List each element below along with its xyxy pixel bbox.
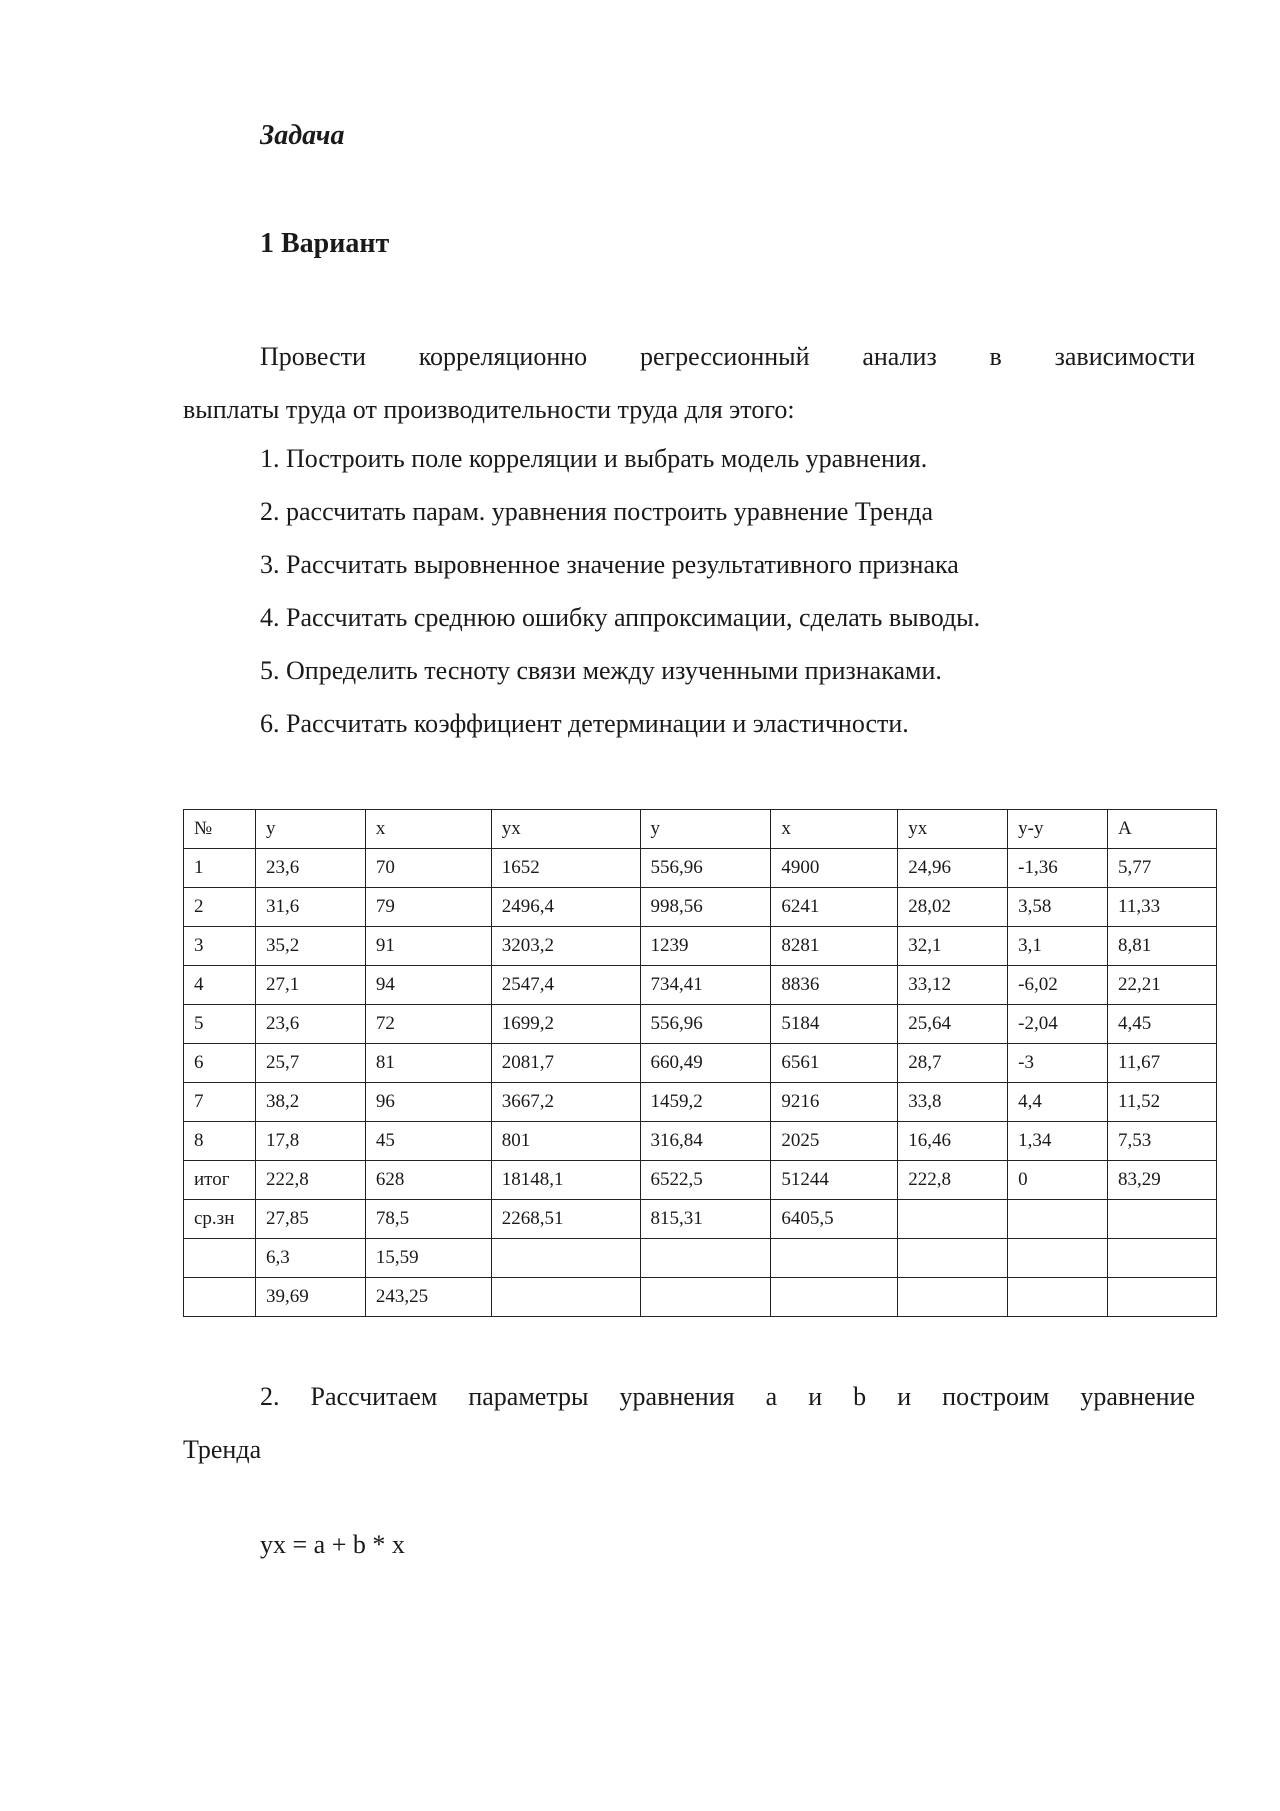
table-cell: 15,59 [365, 1239, 491, 1278]
table-cell: 2496,4 [491, 888, 640, 927]
table-cell: 70 [365, 849, 491, 888]
table-cell: 1 [184, 849, 256, 888]
table-cell: 6561 [771, 1044, 898, 1083]
table-cell: 38,2 [255, 1083, 365, 1122]
table-cell: 91 [365, 927, 491, 966]
table-cell: 11,33 [1108, 888, 1217, 927]
step2-rest: Тренда [183, 1435, 262, 1464]
table-cell: 28,7 [898, 1044, 1008, 1083]
table-cell: 6405,5 [771, 1200, 898, 1239]
table-cell: 23,6 [255, 1005, 365, 1044]
table-cell: 5 [184, 1005, 256, 1044]
table-cell: 8,81 [1108, 927, 1217, 966]
table-cell: итог [184, 1161, 256, 1200]
table-cell: 1699,2 [491, 1005, 640, 1044]
table-cell: 78,5 [365, 1200, 491, 1239]
table-cell: 31,6 [255, 888, 365, 927]
table-cell: 2268,51 [491, 1200, 640, 1239]
table-cell [1108, 1239, 1217, 1278]
col-header-y-squared: y [640, 810, 771, 849]
table-cell: 1652 [491, 849, 640, 888]
table-cell: 556,96 [640, 849, 771, 888]
table-cell: 16,46 [898, 1122, 1008, 1161]
table-cell [1108, 1200, 1217, 1239]
table-cell: 243,25 [365, 1278, 491, 1317]
variant-heading: 1 Вариант [260, 228, 390, 259]
table-cell: 51244 [771, 1161, 898, 1200]
regression-table [183, 809, 1217, 1317]
table-cell: -3 [1008, 1044, 1108, 1083]
table-cell [1008, 1200, 1108, 1239]
table-row [184, 1083, 1217, 1122]
step2-first-line: 2. Рассчитаем параметры уравнения а и b и построим уравнение [260, 1382, 1195, 1411]
table-cell: 17,8 [255, 1122, 365, 1161]
table-cell: 3,1 [1008, 927, 1108, 966]
col-header-x: x [365, 810, 491, 849]
table-cell [491, 1278, 640, 1317]
table-cell: 79 [365, 888, 491, 927]
table-cell: 6 [184, 1044, 256, 1083]
table-cell: 83,29 [1108, 1161, 1217, 1200]
step2-paragraph [183, 1370, 1195, 1476]
table-cell [184, 1239, 256, 1278]
table-cell: 5184 [771, 1005, 898, 1044]
col-header-yx: yx [491, 810, 640, 849]
table-cell: 2025 [771, 1122, 898, 1161]
table-cell: 628 [365, 1161, 491, 1200]
table-row [184, 1044, 1217, 1083]
table-cell: 316,84 [640, 1122, 771, 1161]
table-cell: 222,8 [255, 1161, 365, 1200]
table-row [184, 1239, 1217, 1278]
table-cell: 25,7 [255, 1044, 365, 1083]
intro-first-line: Провести корреляционно регрессионный анализ в зависимости [260, 342, 1195, 371]
table-cell [771, 1278, 898, 1317]
col-header-yx-fitted: yx [898, 810, 1008, 849]
task-item: 6. Рассчитать коэффициент детерминации и эластичности. [260, 709, 909, 738]
col-header-residual: y-y [1008, 810, 1108, 849]
table-cell: 18148,1 [491, 1161, 640, 1200]
col-header-x-squared: x [771, 810, 898, 849]
table-row [184, 1161, 1217, 1200]
task-list [260, 432, 980, 750]
table-cell: 801 [491, 1122, 640, 1161]
task-item: 5. Определить тесноту связи между изученными признаками. [260, 656, 942, 685]
table-row [184, 1122, 1217, 1161]
table-cell: 72 [365, 1005, 491, 1044]
col-header-y: y [255, 810, 365, 849]
table-cell: 0 [1008, 1161, 1108, 1200]
table-row [184, 1005, 1217, 1044]
table-cell: 39,69 [255, 1278, 365, 1317]
table-cell: 4900 [771, 849, 898, 888]
table-cell [640, 1278, 771, 1317]
table-cell: 1459,2 [640, 1083, 771, 1122]
table-cell: 7 [184, 1083, 256, 1122]
table-cell: 2081,7 [491, 1044, 640, 1083]
table-cell [898, 1239, 1008, 1278]
table-cell: 33,8 [898, 1083, 1008, 1122]
table-cell: 3 [184, 927, 256, 966]
table-cell: 27,1 [255, 966, 365, 1005]
table-cell: 734,41 [640, 966, 771, 1005]
table-cell: 998,56 [640, 888, 771, 927]
table-cell [898, 1200, 1008, 1239]
task-heading: Задача [260, 120, 345, 151]
col-header-number: № [184, 810, 256, 849]
table-cell: 33,12 [898, 966, 1008, 1005]
task-item: 3. Рассчитать выровненное значение результативного признака [260, 550, 959, 579]
intro-paragraph [183, 330, 1195, 436]
table-cell: 45 [365, 1122, 491, 1161]
table-cell: 4,4 [1008, 1083, 1108, 1122]
table-row [184, 888, 1217, 927]
trend-formula: yx = a + b * x [260, 1530, 405, 1559]
table-cell: -1,36 [1008, 849, 1108, 888]
table-cell [184, 1278, 256, 1317]
table-row [184, 849, 1217, 888]
table-cell: 11,52 [1108, 1083, 1217, 1122]
table-cell: 815,31 [640, 1200, 771, 1239]
table-body [184, 849, 1217, 1317]
table-cell [640, 1239, 771, 1278]
table-cell: 8836 [771, 966, 898, 1005]
table-cell: 6241 [771, 888, 898, 927]
table-cell: 4 [184, 966, 256, 1005]
table-cell: ср.зн [184, 1200, 256, 1239]
table-row [184, 966, 1217, 1005]
table-cell: 556,96 [640, 1005, 771, 1044]
table-cell: 8 [184, 1122, 256, 1161]
table-header-row [184, 810, 1217, 849]
table-cell: 24,96 [898, 849, 1008, 888]
table-cell [898, 1278, 1008, 1317]
table-row [184, 927, 1217, 966]
col-header-a: A [1108, 810, 1217, 849]
table-cell: 35,2 [255, 927, 365, 966]
table-cell: 28,02 [898, 888, 1008, 927]
intro-rest: выплаты труда от производительности труда для этого: [183, 395, 795, 424]
table-cell: 23,6 [255, 849, 365, 888]
table-cell: 25,64 [898, 1005, 1008, 1044]
table-cell: 22,21 [1108, 966, 1217, 1005]
task-item: 2. рассчитать парам. уравнения построить уравнение Тренда [260, 497, 934, 526]
table-cell: -2,04 [1008, 1005, 1108, 1044]
table-cell: 660,49 [640, 1044, 771, 1083]
table-cell: 3203,2 [491, 927, 640, 966]
table-cell: 8281 [771, 927, 898, 966]
table-cell: -6,02 [1008, 966, 1108, 1005]
table-row [184, 1278, 1217, 1317]
table-cell: 11,67 [1108, 1044, 1217, 1083]
table-cell [1008, 1278, 1108, 1317]
table-cell: 7,53 [1108, 1122, 1217, 1161]
task-item: 1. Построить поле корреляции и выбрать модель уравнения. [260, 444, 928, 473]
table-cell: 96 [365, 1083, 491, 1122]
table-cell [1008, 1239, 1108, 1278]
table-cell: 32,1 [898, 927, 1008, 966]
table-cell: 6522,5 [640, 1161, 771, 1200]
table-cell: 4,45 [1108, 1005, 1217, 1044]
table-cell: 3667,2 [491, 1083, 640, 1122]
table-cell [491, 1239, 640, 1278]
table-cell [771, 1239, 898, 1278]
table-cell: 94 [365, 966, 491, 1005]
table-cell: 6,3 [255, 1239, 365, 1278]
table-cell: 2 [184, 888, 256, 927]
table-cell: 27,85 [255, 1200, 365, 1239]
table-cell: 5,77 [1108, 849, 1217, 888]
table-cell: 2547,4 [491, 966, 640, 1005]
table-cell: 3,58 [1008, 888, 1108, 927]
table-cell: 1,34 [1008, 1122, 1108, 1161]
table-cell: 1239 [640, 927, 771, 966]
table-cell: 81 [365, 1044, 491, 1083]
table-cell: 222,8 [898, 1161, 1008, 1200]
task-item: 4. Рассчитать среднюю ошибку аппроксимации, сделать выводы. [260, 603, 981, 632]
table-cell [1108, 1278, 1217, 1317]
table-row [184, 1200, 1217, 1239]
table-cell: 9216 [771, 1083, 898, 1122]
